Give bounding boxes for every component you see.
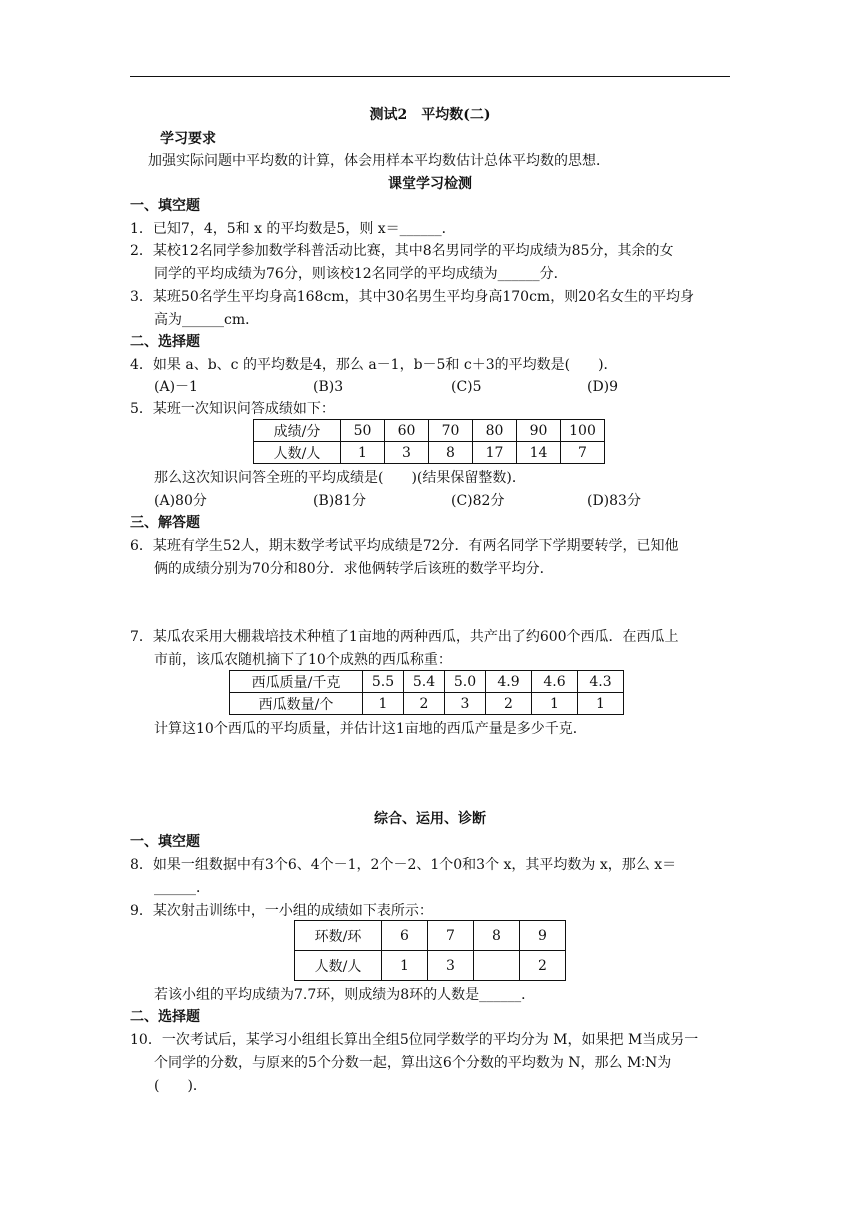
part-heading-fill: 一、填空题 [130, 198, 200, 214]
question-8-line1: 8．如果一组数据中有3个6、4个－1，2个－2、1个0和3个 x，其平均数为 x，那么 x＝ [130, 857, 677, 873]
table-row [254, 420, 605, 442]
question-8-line2: ______． [154, 880, 210, 896]
table-cell: 2 [486, 693, 532, 715]
table-cell: 3 [428, 951, 474, 981]
header-rule [130, 76, 730, 77]
table-row [254, 442, 605, 464]
table-cell: 人数/人 [254, 442, 341, 464]
table-cell: 1 [363, 693, 404, 715]
question-6-line1: 6．某班有学生52人，期末数学考试平均成绩是72分．有两名同学下学期要转学，已知他 [130, 538, 679, 554]
table-cell: 2 [404, 693, 445, 715]
part-heading-answer: 三、解答题 [130, 515, 200, 531]
table-cell: 1 [382, 951, 428, 981]
question-10-line3: ( )． [154, 1078, 207, 1094]
question-4: 4．如果 a、b、c 的平均数是4，那么 a－1，b－5和 c＋3的平均数是( )． [130, 357, 618, 373]
question-9: 9．某次射击训练中，一小组的成绩如下表所示： [130, 903, 433, 919]
table-row [295, 921, 566, 951]
score-table [253, 419, 605, 464]
question-3-line1: 3．某班50名学生平均身高168cm，其中30名男生平均身高170cm，则20名女生的平均身 [130, 289, 695, 305]
q4-option-c: (C)5 [451, 379, 482, 395]
table-cell: 西瓜数量/个 [230, 693, 363, 715]
table-cell: 8 [474, 921, 520, 951]
requirements-heading: 学习要求 [160, 131, 216, 147]
table-cell: 4.6 [532, 671, 578, 693]
table-cell: 1 [578, 693, 624, 715]
table-row [230, 693, 624, 715]
table-cell: 7 [428, 921, 474, 951]
table-cell: 3 [385, 442, 429, 464]
q4-option-a: (A)－1 [154, 379, 198, 395]
table-cell: 17 [473, 442, 517, 464]
table-cell: 70 [429, 420, 473, 442]
table-cell: 成绩/分 [254, 420, 341, 442]
question-10-line1: 10．一次考试后，某学习小组组长算出全组5位同学数学的平均分为 M，如果把 M当成另一 [130, 1032, 699, 1048]
part-heading-choice: 二、选择题 [130, 334, 200, 350]
table-cell: 2 [520, 951, 566, 981]
q5-option-d: (D)83分 [587, 493, 641, 509]
question-7-line1: 7．某瓜农采用大棚栽培技术种植了1亩地的两种西瓜，共产出了约600个西瓜．在西瓜上 [130, 629, 679, 645]
table-cell [474, 951, 520, 981]
table-cell: 人数/人 [295, 951, 382, 981]
question-9-line2: 若该小组的平均成绩为7.7环，则成绩为8环的人数是______． [154, 987, 536, 1003]
table-cell: 环数/环 [295, 921, 382, 951]
q4-option-d: (D)9 [587, 379, 619, 395]
table-cell: 8 [429, 442, 473, 464]
question-2-line1: 2．某校12名同学参加数学科普活动比赛，其中8名男同学的平均成绩为85分，其余的女 [130, 243, 674, 259]
watermelon-table [229, 670, 624, 715]
table-cell: 7 [561, 442, 605, 464]
section-heading-comprehensive: 综合、运用、诊断 [374, 811, 486, 827]
question-7-line3: 计算这10个西瓜的平均质量，并估计这1亩地的西瓜产量是多少千克． [154, 721, 587, 737]
shooting-table [294, 920, 566, 981]
table-row [295, 951, 566, 981]
table-cell: 1 [341, 442, 385, 464]
question-3-line2: 高为______cm． [154, 312, 260, 328]
table-cell: 50 [341, 420, 385, 442]
table-cell: 80 [473, 420, 517, 442]
table-cell: 14 [517, 442, 561, 464]
q5-option-c: (C)82分 [451, 493, 505, 509]
table-cell: 1 [532, 693, 578, 715]
q4-option-b: (B)3 [313, 379, 344, 395]
question-5-line2: 那么这次知识问答全班的平均成绩是( )(结果保留整数)． [154, 470, 526, 486]
question-7-line2: 市前，该瓜农随机摘下了10个成熟的西瓜称重： [154, 652, 452, 668]
question-2-line2: 同学的平均成绩为76分，则该校12名同学的平均成绩为______分． [154, 266, 568, 282]
table-cell: 100 [561, 420, 605, 442]
question-6-line2: 俩的成绩分别为70分和80分．求他俩转学后该班的数学平均分． [154, 561, 554, 577]
part2-heading-fill: 一、填空题 [130, 834, 200, 850]
table-cell: 4.3 [578, 671, 624, 693]
section-heading-classroom: 课堂学习检测 [388, 176, 472, 192]
table-cell: 5.4 [404, 671, 445, 693]
q5-option-a: (A)80分 [154, 493, 207, 509]
table-cell: 5.0 [445, 671, 486, 693]
table-cell: 9 [520, 921, 566, 951]
table-cell: 4.9 [486, 671, 532, 693]
table-cell: 6 [382, 921, 428, 951]
table-cell: 3 [445, 693, 486, 715]
table-cell: 5.5 [363, 671, 404, 693]
page-title: 测试2 平均数(二) [369, 107, 491, 123]
requirements-text: 加强实际问题中平均数的计算，体会用样本平均数估计总体平均数的思想． [148, 153, 610, 169]
table-cell: 90 [517, 420, 561, 442]
question-5: 5．某班一次知识问答成绩如下： [130, 401, 335, 417]
q5-option-b: (B)81分 [313, 493, 367, 509]
table-row [230, 671, 624, 693]
table-cell: 60 [385, 420, 429, 442]
question-1: 1．已知7，4，5和 x 的平均数是5，则 x＝______． [130, 221, 456, 237]
part2-heading-choice: 二、选择题 [130, 1009, 200, 1025]
table-cell: 西瓜质量/千克 [230, 671, 363, 693]
question-10-line2: 个同学的分数，与原来的5个分数一起，算出这6个分数的平均数为 N，那么 M∶N为 [154, 1055, 672, 1071]
